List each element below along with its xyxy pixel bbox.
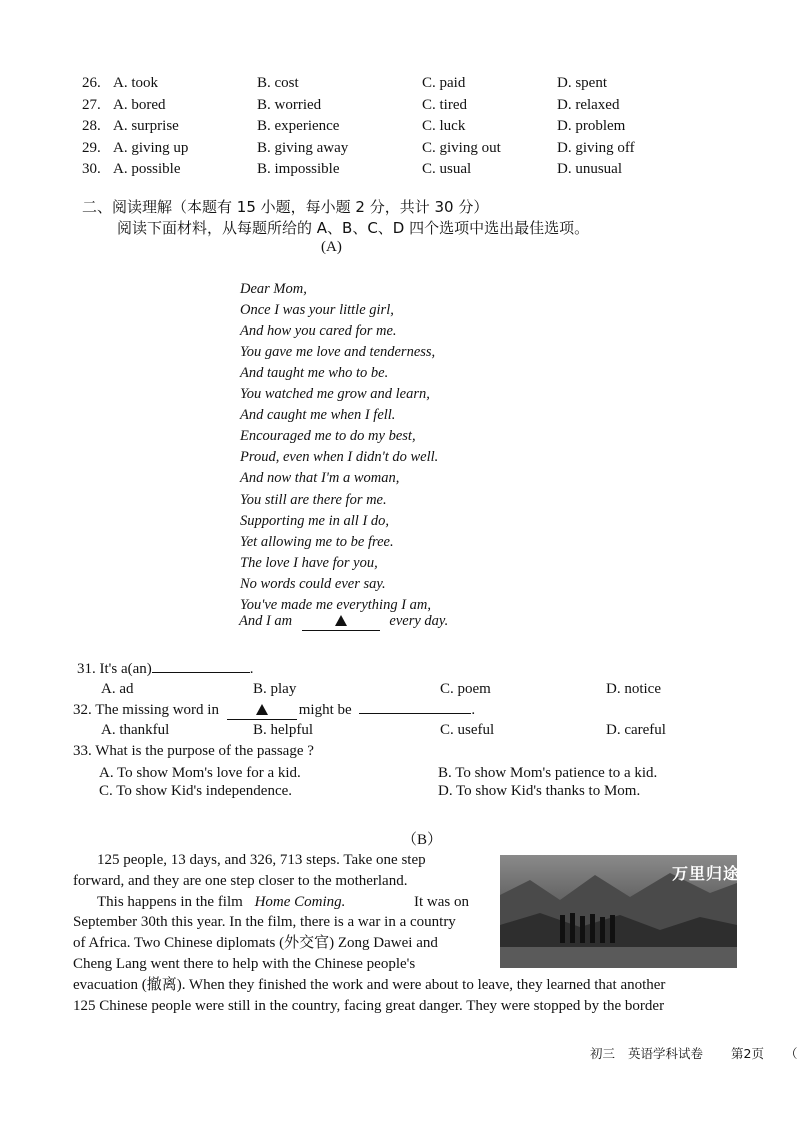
poem-line: You still are there for me. — [240, 491, 387, 508]
film-title: Home Coming. — [254, 893, 346, 910]
poem-last-start: And I am — [239, 613, 293, 629]
poem-line: Proud, even when I didn't do well. — [240, 449, 439, 466]
q31-stem: 31. It's a(an) . — [77, 661, 254, 677]
q32-option-a: A. thankful — [101, 722, 170, 738]
part-b-label: （B） — [402, 832, 443, 848]
poem-line: And now that I'm a woman, — [240, 470, 400, 487]
part-b-line-3-start: This happens in the film — [97, 893, 243, 910]
choice-q29-option-b: B. giving away — [257, 139, 349, 156]
choice-q26-number: 26. — [82, 75, 101, 91]
poem-line: You've made me everything I am, — [240, 596, 432, 613]
part-b-line-3-end: It was on — [414, 893, 469, 910]
q31-option-c: C. poem — [440, 681, 491, 697]
choice-q30-option-c: C. usual — [422, 161, 472, 177]
choice-q26-option-a: A. took — [113, 75, 158, 91]
q33-stem: 33. What is the purpose of the passage ? — [73, 743, 314, 759]
choice-q27-option-b: B. worried — [257, 96, 322, 113]
section-instruction: 阅读下面材料，从每题所给的 A、B、C、D 四个选项中选出最佳选项。 — [117, 219, 590, 237]
choice-q30-option-b: B. impossible — [257, 161, 340, 177]
part-b-line-8: 125 Chinese people were still in the country, facing great danger. They were stopped by the border — [73, 997, 665, 1014]
q31-option-d: D. notice — [606, 681, 661, 697]
poem-line: And taught me who to be. — [240, 365, 389, 382]
q32-option-d: D. careful — [606, 722, 666, 738]
poem-last-end: every day. — [389, 613, 449, 629]
choice-q30-number: 30. — [82, 161, 101, 177]
image-caption: 万里归途 — [672, 864, 741, 883]
part-b-line-3 — [97, 892, 345, 913]
film-still-image — [500, 855, 741, 968]
part-b-line-1: 125 people, 13 days, and 326, 713 steps. Take one step — [97, 852, 426, 868]
choice-q26-option-b: B. cost — [257, 75, 299, 91]
choice-q28-option-c: C. luck — [422, 118, 466, 134]
part-b-line-6: Cheng Lang went there to help with the Chinese people's — [73, 956, 416, 972]
q32-stem: 32. The missing word in might be . — [73, 702, 476, 718]
part-b-line-7: evacuation (撤离). When they finished the work and were about to leave, they learned that another — [73, 976, 666, 993]
q31-stem-text: 31. It's a(an) — [77, 661, 152, 677]
choice-q27-number: 27. — [82, 96, 101, 113]
triangle-icon — [335, 615, 347, 626]
choice-q27-option-d: D. relaxed — [557, 96, 620, 113]
poem-line: You gave me love and tenderness, — [240, 344, 436, 361]
footer-grade: 初三 — [590, 1046, 616, 1061]
q33-option-d: D. To show Kid's thanks to Mom. — [438, 783, 641, 799]
choice-q29-option-c: C. giving out — [422, 139, 501, 156]
q32-blank-ref — [227, 702, 297, 720]
triangle-icon — [256, 704, 268, 715]
choice-q27-option-a: A. bored — [113, 96, 166, 113]
choice-q28-option-b: B. experience — [257, 118, 340, 134]
q32-blank — [359, 713, 471, 714]
part-b-line-2: forward, and they are one step closer to the motherland. — [73, 872, 408, 889]
choice-q29-option-a: A. giving up — [113, 139, 189, 156]
footer-page: 第2页 — [731, 1046, 764, 1061]
footer-subject: 英语学科试卷 — [628, 1046, 704, 1061]
q33-option-b: B. To show Mom's patience to a kid. — [438, 765, 658, 781]
poem-line: Dear Mom, — [240, 281, 307, 297]
choice-q29-number: 29. — [82, 139, 101, 156]
q31-blank — [152, 672, 250, 673]
q33-option-a: A. To show Mom's love for a kid. — [99, 765, 301, 781]
q32-option-b: B. helpful — [253, 722, 313, 738]
section-title: 二、阅读理解（本题有 15 小题，每小题 2 分，共计 30 分） — [82, 198, 489, 216]
q32-stem-text: 32. The missing word in — [73, 702, 219, 718]
part-a-label: (A) — [321, 239, 342, 255]
footer-tail: （ — [785, 1046, 798, 1061]
part-b-line-5: of Africa. Two Chinese diplomats (外交官) Zong Dawei and — [73, 935, 438, 952]
poem-blank — [302, 613, 380, 631]
poem-line: No words could ever say. — [240, 575, 386, 592]
choice-q26-option-d: D. spent — [557, 75, 607, 91]
poem-line: Once I was your little girl, — [240, 302, 394, 319]
choice-q27-option-c: C. tired — [422, 96, 467, 113]
choice-q29-option-d: D. giving off — [557, 139, 635, 156]
poem-line: And how you cared for me. — [240, 323, 397, 340]
q32-option-c: C. useful — [440, 722, 495, 738]
q32-mid-text: might be — [298, 702, 352, 718]
poem-line: The love I have for you, — [240, 554, 378, 571]
poem-line: Supporting me in all I do, — [240, 512, 390, 529]
choice-q30-option-d: D. unusual — [557, 161, 622, 177]
poem-line: Yet allowing me to be free. — [240, 533, 394, 550]
poem-line: Encouraged me to do my best, — [240, 428, 416, 445]
part-b-line-4: September 30th this year. In the film, there is a war in a country — [73, 914, 456, 931]
q31-option-a: A. ad — [101, 681, 134, 697]
choice-q30-option-a: A. possible — [113, 161, 181, 177]
q31-option-b: B. play — [253, 681, 297, 697]
q33-option-c: C. To show Kid's independence. — [99, 783, 293, 799]
poem-line: And caught me when I fell. — [240, 407, 396, 424]
choice-q26-option-c: C. paid — [422, 75, 466, 91]
choice-q28-number: 28. — [82, 118, 101, 134]
choice-q28-option-d: D. problem — [557, 118, 626, 134]
poem-line: You watched me grow and learn, — [240, 386, 430, 403]
choice-q28-option-a: A. surprise — [113, 118, 179, 134]
poem-last-line — [239, 613, 448, 631]
